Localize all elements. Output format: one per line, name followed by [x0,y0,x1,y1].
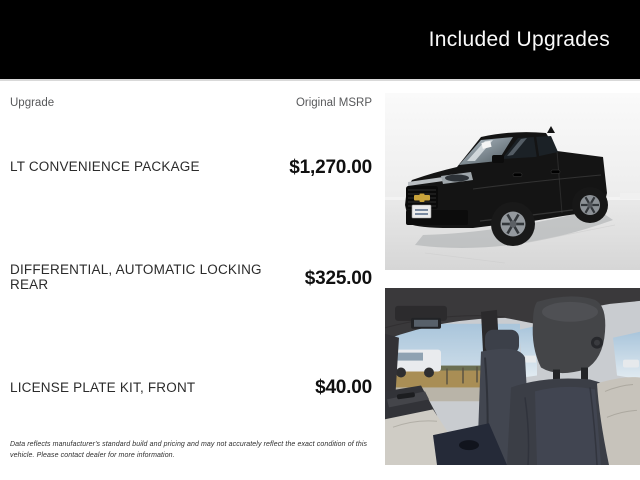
table-row [10,157,372,187]
upgrade-price: $40.00 [315,377,372,398]
header-banner [0,0,640,81]
upgrade-label: LICENSE PLATE KIT, FRONT [10,380,196,395]
column-header-upgrade: Upgrade [10,97,55,109]
truck-interior-illustration [385,288,640,465]
vehicle-interior-photo[interactable] [385,288,640,465]
table-column-headers [10,97,372,111]
truck-exterior-illustration [385,93,640,270]
upgrade-label: DIFFERENTIAL, AUTOMATIC LOCKING REAR [10,262,262,292]
upgrade-price: $1,270.00 [289,157,372,178]
disclaimer-text: Data reflects manufacturer's standard build and pricing and may not accurately reflect the exact condition of this vehicle. Please contact dealer for more information. [10,441,368,459]
page-title: Included Upgrades [428,28,610,51]
upgrade-label: LT CONVENIENCE PACKAGE [10,159,200,174]
table-row [10,262,372,296]
upgrade-price: $325.00 [304,268,372,289]
table-row [10,377,372,403]
column-header-original-msrp: Original MSRP [295,97,372,109]
vehicle-exterior-photo[interactable] [385,93,640,270]
